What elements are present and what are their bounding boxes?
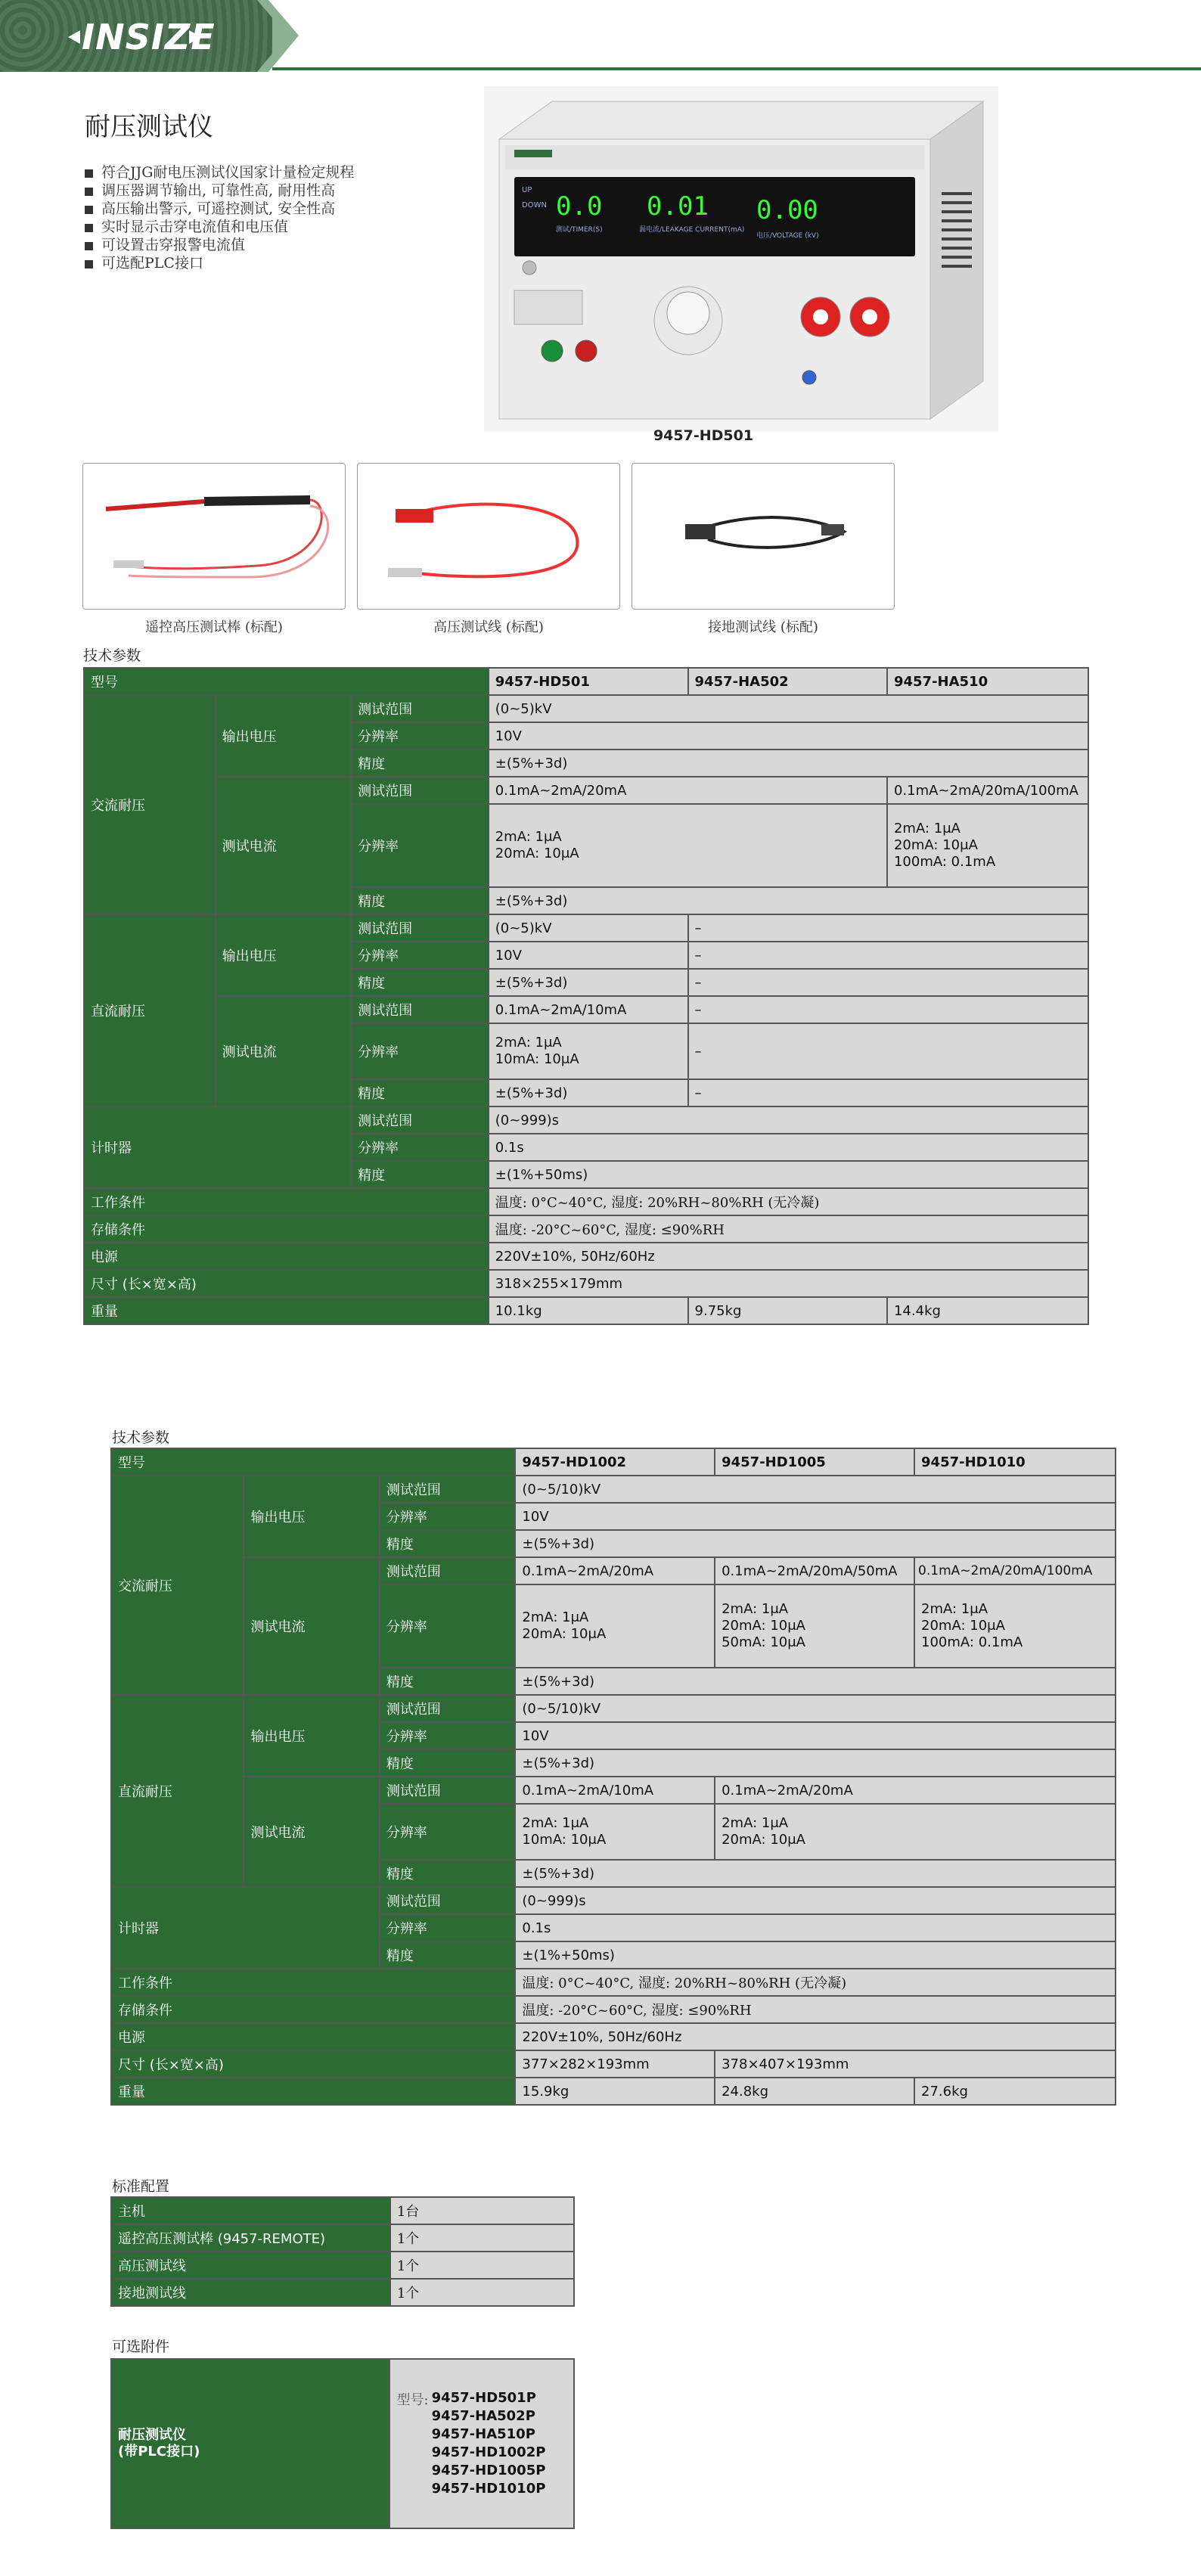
param-cell: 分辨率 (380, 1914, 515, 1941)
param-cell: 测试范围 (380, 1476, 515, 1503)
accessory-hv-lead (357, 463, 620, 610)
category-cell: 交流耐压 (111, 1476, 244, 1695)
value-cell: 220V±10%, 50Hz/60Hz (489, 1243, 1088, 1270)
table-row (84, 1215, 1088, 1243)
table-row (111, 1695, 1116, 1722)
value-cell: (0~999)s (515, 1887, 1116, 1914)
param-cell: 分辨率 (380, 1584, 515, 1668)
param-cell: 测试范围 (351, 695, 489, 722)
param-cell: 测试范围 (380, 1557, 515, 1584)
table-row (111, 1777, 1116, 1804)
value-cell: 0.1mA~2mA/20mA (515, 1557, 715, 1584)
table-row (111, 2023, 1116, 2050)
feature-item: 符合JJG耐电压测试仪国家计量检定规程 (85, 163, 354, 182)
param-cell: 分辨率 (351, 722, 489, 750)
subcategory-cell: 输出电压 (216, 914, 352, 996)
param-cell: 分辨率 (380, 1804, 515, 1860)
table-row (111, 1887, 1116, 1914)
value-cell: 2mA: 1μA 20mA: 10μA (515, 1584, 715, 1668)
header-cell: 型号 (84, 668, 489, 695)
accessory-caption: 接地测试线 (标配) (708, 619, 818, 635)
param-cell: 精度 (351, 887, 489, 914)
value-cell: – (688, 1023, 1088, 1079)
table-row (111, 1557, 1116, 1584)
table-row (111, 1448, 1116, 1476)
model-cell: 9457-HD501 (489, 668, 688, 695)
start-button-icon (542, 340, 563, 362)
accessory-caption: 遥控高压测试棒 (标配) (145, 619, 283, 635)
model-cell: 9457-HD1002 (515, 1448, 715, 1476)
subcategory-cell: 输出电压 (244, 1695, 379, 1777)
qty-cell: 1个 (390, 2252, 574, 2279)
param-cell: 分辨率 (380, 1503, 515, 1530)
value-cell: 温度: -20°C~60°C, 湿度: ≤90%RH (489, 1215, 1088, 1243)
value-cell: 2mA: 1μA 20mA: 10μA (489, 804, 887, 887)
table-row (84, 914, 1088, 942)
value-cell: 0.1mA~2mA/20mA/100mA (914, 1557, 1116, 1584)
param-cell: 分辨率 (380, 1722, 515, 1749)
feature-item: 实时显示击穿电流值和电压值 (85, 218, 354, 236)
item-cell: 高压测试线 (111, 2252, 390, 2279)
table-row (111, 2279, 574, 2306)
category-cell: 直流耐压 (111, 1695, 244, 1887)
optional-model-list: 9457-HD501P 9457-HA502P 9457-HA510P 9457-HD1002P 9457-HD1005P 9457-HD1010P (431, 2390, 546, 2497)
feature-item: 可选配PLC接口 (85, 254, 354, 272)
value-cell: 0.1mA~2mA/20mA/100mA (887, 777, 1088, 804)
qty-cell: 1个 (390, 2279, 574, 2306)
param-cell: 分辨率 (351, 1023, 489, 1079)
subcategory-cell: 输出电压 (216, 695, 352, 777)
value-cell: 0.1s (489, 1134, 1088, 1161)
table-row (111, 1476, 1116, 1503)
param-cell: 测试范围 (351, 996, 489, 1023)
value-cell: 0.1mA~2mA/20mA/50mA (715, 1557, 914, 1584)
value-cell: ±(5%+3d) (489, 969, 688, 996)
param-cell: 精度 (380, 1941, 515, 1969)
param-cell: 分辨率 (351, 804, 489, 887)
param-cell: 精度 (351, 1161, 489, 1188)
page-header (0, 0, 1201, 74)
value-cell: – (688, 996, 1088, 1023)
device-brand-icon (514, 150, 552, 157)
table-row (84, 1106, 1088, 1134)
accessory-caption: 高压测试线 (标配) (433, 619, 544, 635)
param-cell: 分辨率 (351, 942, 489, 969)
label-cell: 工作条件 (84, 1188, 489, 1215)
remote-probe-icon (83, 464, 345, 609)
feature-item: 调压器调节输出, 可靠性高, 耐用性高 (85, 182, 354, 200)
value-cell: 220V±10%, 50Hz/60Hz (515, 2023, 1116, 2050)
table-row (111, 2224, 574, 2252)
stop-button-icon (576, 340, 597, 362)
param-cell: 精度 (380, 1860, 515, 1887)
model-cell: 9457-HA510 (887, 668, 1088, 695)
table-row (84, 1243, 1088, 1270)
param-cell: 精度 (380, 1530, 515, 1557)
table-row (111, 2050, 1116, 2078)
value-cell: 温度: 0°C~40°C, 湿度: 20%RH~80%RH (无冷凝) (515, 1969, 1116, 1996)
table-row (84, 777, 1088, 804)
value-cell: ±(5%+3d) (489, 1079, 688, 1106)
accessory-remote-probe (82, 463, 346, 610)
category-cell: 交流耐压 (84, 695, 216, 914)
timer-display: 0.0 (556, 191, 603, 222)
spec-table-2 (110, 1448, 1116, 2106)
value-cell: 0.1mA~2mA/10mA (489, 996, 688, 1023)
label-cell: 存储条件 (111, 1996, 515, 2023)
value-cell: (0~5)kV (489, 914, 688, 942)
feature-item: 高压输出警示, 可遥控测试, 安全性高 (85, 200, 354, 218)
value-cell: – (688, 942, 1088, 969)
value-cell: 2mA: 1μA 10mA: 10μA (489, 1023, 688, 1079)
value-cell: ±(5%+3d) (489, 750, 1088, 777)
value-cell: 10V (489, 942, 688, 969)
param-cell: 精度 (380, 1749, 515, 1777)
optional-item-cell: 耐压测试仪 (带PLC接口) (111, 2359, 389, 2528)
value-cell: 15.9kg (515, 2078, 715, 2105)
value-cell: ±(5%+3d) (489, 887, 1088, 914)
param-cell: 测试范围 (351, 777, 489, 804)
ground-lead-icon (632, 464, 894, 609)
value-cell: 318×255×179mm (489, 1270, 1088, 1297)
value-cell: – (688, 1079, 1088, 1106)
device-label-voltage: 电压/VOLTAGE (kV) (756, 232, 819, 240)
spec-table-1 (83, 667, 1089, 1325)
value-cell: 10V (515, 1503, 1116, 1530)
value-cell: 14.4kg (887, 1297, 1088, 1324)
value-cell: 10.1kg (489, 1297, 688, 1324)
value-cell: 27.6kg (914, 2078, 1116, 2105)
item-cell: 接地测试线 (111, 2279, 390, 2306)
qty-cell: 1台 (390, 2197, 574, 2224)
standard-config-table (110, 2196, 575, 2307)
model-prefix: 型号: (396, 2392, 429, 2408)
value-cell: 0.1mA~2mA/10mA (515, 1777, 715, 1804)
value-cell: 2mA: 1μA 20mA: 10μA 100mA: 0.1mA (887, 804, 1088, 887)
value-cell: ±(5%+3d) (515, 1749, 1116, 1777)
table-row (84, 695, 1088, 722)
label-cell: 工作条件 (111, 1969, 515, 1996)
hv-lead-icon (358, 464, 619, 609)
page-title: 耐压测试仪 (85, 112, 213, 142)
label-cell: 尺寸 (长×宽×高) (84, 1270, 489, 1297)
feature-item: 可设置击穿报警电流值 (85, 236, 354, 254)
device-label-up: UP (522, 186, 532, 194)
value-cell: – (688, 969, 1088, 996)
table-row (84, 996, 1088, 1023)
device-label-current: 漏电流/LEAKAGE CURRENT(mA) (639, 226, 745, 234)
param-cell: 测试范围 (351, 914, 489, 942)
qty-cell: 1个 (390, 2224, 574, 2252)
value-cell: 温度: 0°C~40°C, 湿度: 20%RH~80%RH (无冷凝) (489, 1188, 1088, 1215)
value-cell: 0.1s (515, 1914, 1116, 1941)
feature-list (85, 163, 354, 272)
value-cell: 2mA: 1μA 20mA: 10μA 50mA: 10μA (715, 1584, 914, 1668)
subcategory-cell: 测试电流 (216, 777, 352, 914)
table-row (111, 2197, 574, 2224)
item-cell: 主机 (111, 2197, 390, 2224)
category-cell: 计时器 (84, 1106, 351, 1188)
param-cell: 测试范围 (380, 1695, 515, 1722)
value-cell: – (688, 914, 1088, 942)
value-cell: 378×407×193mm (715, 2050, 1116, 2078)
device-caption: 9457-HD501 (653, 427, 754, 444)
optional-label: 可选附件 (112, 2339, 170, 2355)
logo-arrow-left-icon (68, 30, 80, 44)
label-cell: 存储条件 (84, 1215, 489, 1243)
value-cell: 377×282×193mm (515, 2050, 715, 2078)
device-photo (484, 86, 998, 431)
model-cell: 9457-HD1010 (914, 1448, 1116, 1476)
value-cell: (0~5/10)kV (515, 1695, 1116, 1722)
device-label-down: DOWN (522, 201, 547, 209)
value-cell: ±(5%+3d) (515, 1530, 1116, 1557)
subcategory-cell: 测试电流 (216, 996, 352, 1106)
value-cell: 2mA: 1μA 20mA: 10μA 100mA: 0.1mA (914, 1584, 1116, 1668)
table1-label: 技术参数 (83, 647, 141, 664)
label-cell: 重量 (111, 2078, 515, 2105)
value-cell: 0.1mA~2mA/20mA (715, 1777, 1116, 1804)
brand-logo: INSIZE (82, 17, 216, 57)
value-cell: ±(5%+3d) (515, 1668, 1116, 1695)
value-cell: (0~5/10)kV (515, 1476, 1116, 1503)
param-cell: 精度 (380, 1668, 515, 1695)
accessory-ground-lead (632, 463, 895, 610)
value-cell: (0~999)s (489, 1106, 1088, 1134)
label-cell: 电源 (84, 1243, 489, 1270)
value-cell: (0~5)kV (489, 695, 1088, 722)
label-cell: 电源 (111, 2023, 515, 2050)
value-cell: 温度: -20°C~60°C, 湿度: ≤90%RH (515, 1996, 1116, 2023)
param-cell: 测试范围 (380, 1777, 515, 1804)
label-cell: 重量 (84, 1297, 489, 1324)
current-display: 0.01 (647, 191, 709, 222)
value-cell: 10V (515, 1722, 1116, 1749)
standard-config-label: 标准配置 (112, 2178, 170, 2195)
optional-models-cell (389, 2359, 574, 2528)
value-cell: 10V (489, 722, 1088, 750)
param-cell: 精度 (351, 750, 489, 777)
param-cell: 精度 (351, 1079, 489, 1106)
table-row (111, 1996, 1116, 2023)
optional-table (110, 2358, 575, 2529)
voltage-display: 0.00 (756, 195, 818, 225)
table-row (111, 2252, 574, 2279)
param-cell: 测试范围 (351, 1106, 489, 1134)
value-cell: 9.75kg (688, 1297, 887, 1324)
device-label-timer: 测试/TIMER(S) (556, 226, 603, 234)
item-cell: 遥控高压测试棒 (9457-REMOTE) (111, 2224, 390, 2252)
model-cell: 9457-HD1005 (715, 1448, 914, 1476)
param-cell: 分辨率 (351, 1134, 489, 1161)
value-cell: 2mA: 1μA 20mA: 10μA (715, 1804, 1116, 1860)
table-row (111, 2078, 1116, 2105)
logo-arrow-right-icon (189, 30, 201, 44)
param-cell: 测试范围 (380, 1887, 515, 1914)
value-cell: 24.8kg (715, 2078, 914, 2105)
table-row (84, 668, 1088, 695)
table-row (84, 1188, 1088, 1215)
value-cell: 0.1mA~2mA/20mA (489, 777, 887, 804)
value-cell: ±(1%+50ms) (515, 1941, 1116, 1969)
value-cell: 2mA: 1μA 10mA: 10μA (515, 1804, 715, 1860)
category-cell: 直流耐压 (84, 914, 216, 1106)
subcategory-cell: 测试电流 (244, 1557, 379, 1695)
label-cell: 尺寸 (长×宽×高) (111, 2050, 515, 2078)
subcategory-cell: 测试电流 (244, 1777, 379, 1887)
table-row (84, 1270, 1088, 1297)
table-row (111, 2359, 574, 2528)
value-cell: ±(5%+3d) (515, 1860, 1116, 1887)
table-row (111, 1969, 1116, 1996)
category-cell: 计时器 (111, 1887, 380, 1969)
header-cell: 型号 (111, 1448, 515, 1476)
model-cell: 9457-HA502 (688, 668, 887, 695)
table-row (84, 1297, 1088, 1324)
value-cell: ±(1%+50ms) (489, 1161, 1088, 1188)
param-cell: 精度 (351, 969, 489, 996)
subcategory-cell: 输出电压 (244, 1476, 379, 1557)
table2-label: 技术参数 (112, 1429, 170, 1446)
header-rule (272, 67, 1201, 70)
